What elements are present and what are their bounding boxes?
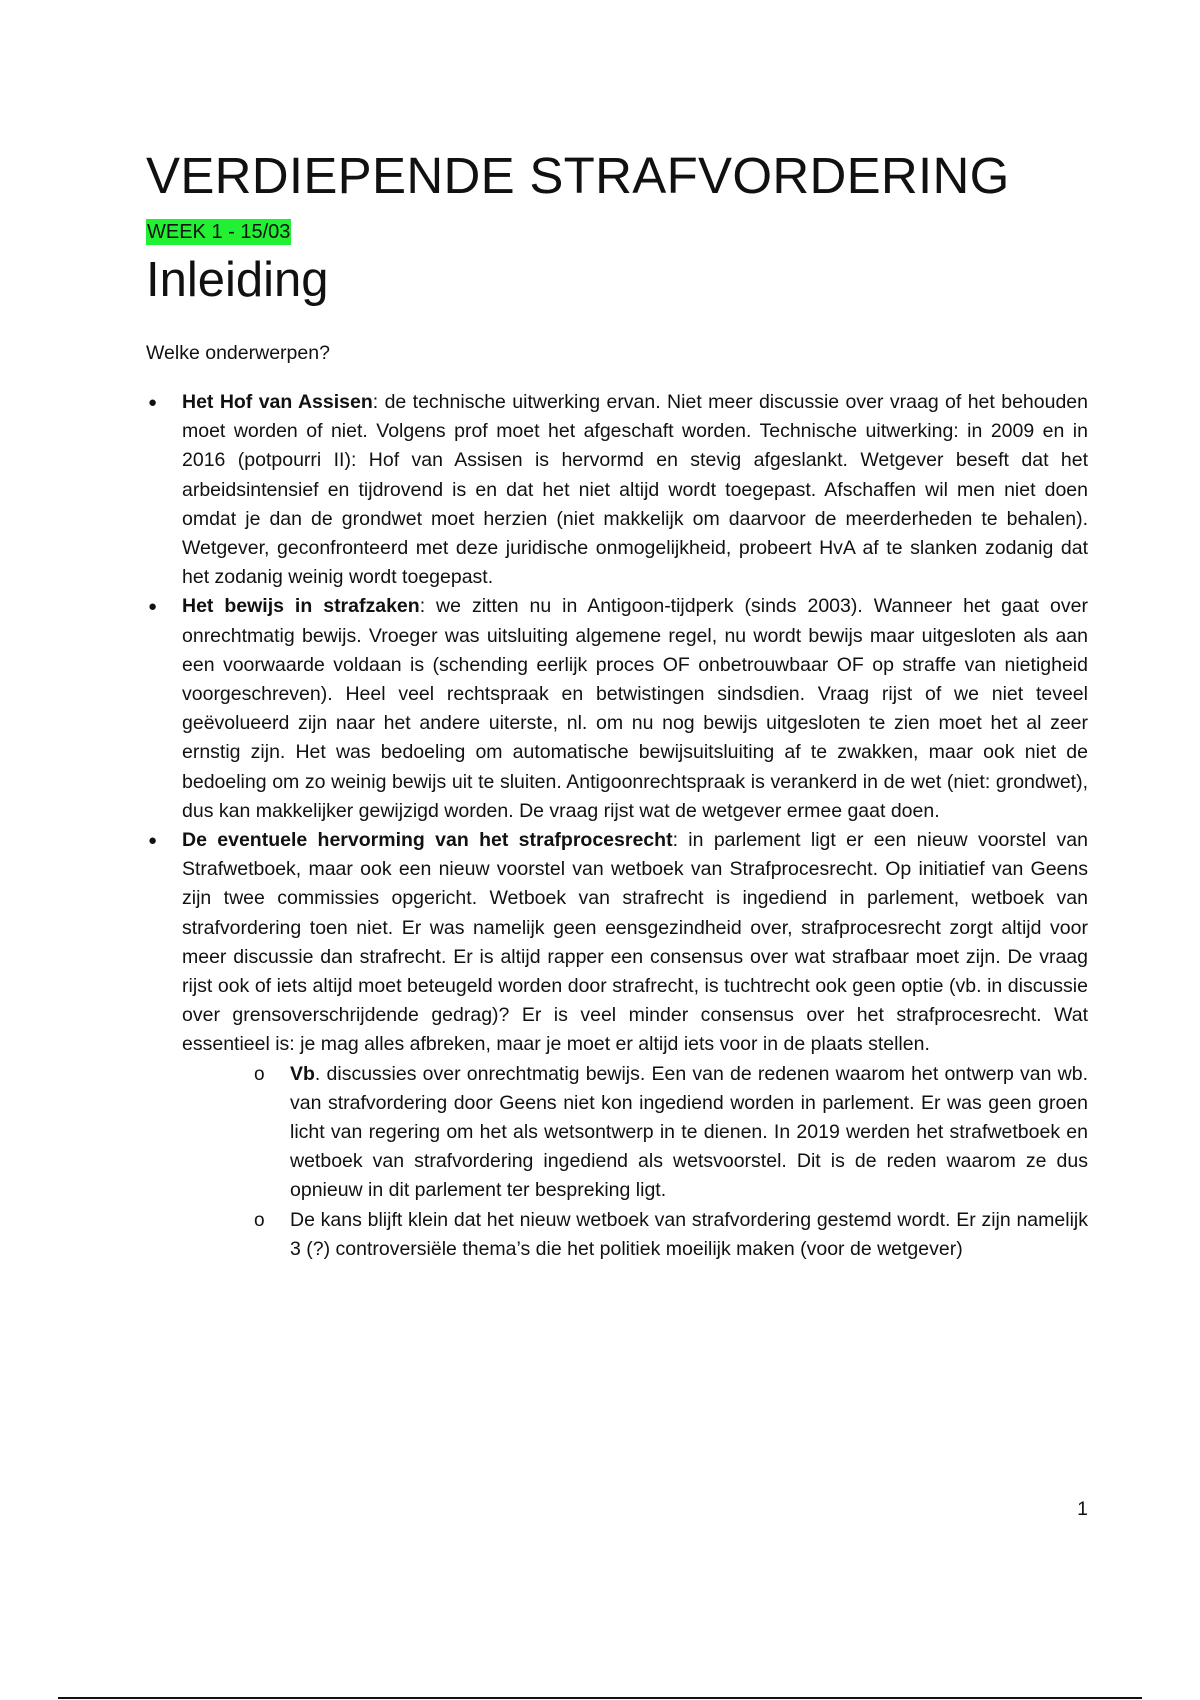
sub-bullet-term: Vb — [290, 1062, 315, 1085]
sub-bullet-list — [182, 1060, 1088, 1264]
sub-bullet-item — [254, 1060, 1088, 1206]
bullet-term: Het Hof van Assisen — [182, 391, 373, 413]
bullet-item-bewijs — [146, 592, 1088, 826]
content-body — [146, 388, 1088, 1264]
sub-bullet-text: De kans blijft klein dat het nieuw wetboek van strafvordering gestemd wordt. Er zijn namelijk 3 (?) controversiële thema’s die het politiek moeilijk maken (voor de wetgever) — [290, 1208, 1088, 1260]
bullet-text: : de technische uitwerking ervan. Niet meer discussie over vraag of het behouden moet worden of niet. Volgens prof moet het afgeschaft worden. Technische uitwerking: in 2009 en in 2016 (potpourri II): Hof van Assisen is hervormd en stevig afgeslankt. Wetgever beseft dat het arbeidsintensief en tijdrovend is en dat het niet altijd wordt toegepast. Afschaffen wil men niet doen omdat je dan de grondwet moet herzien (niet makkelijk om daarvoor de meerderheden te behalen). Wetgever, geconfronteerd met deze juridische onmogelijkheid, probeert HvA af te slanken zodanig dat het zodanig weinig wordt toegepast. — [182, 391, 1088, 589]
document-title: VERDIEPENDE STRAFVORDERING — [146, 147, 1010, 204]
bullet-item-hof-van-assisen — [146, 388, 1088, 592]
sub-bullet-text: . discussies over onrechtmatig bewijs. Een van de redenen waarom het ontwerp van wb. van strafvordering door Geens niet kon ingediend worden in parlement. Er was geen groen licht van regering om het als wetsontwerp in te dienen. In 2019 werden het strafwetboek en wetboek van strafvordering ingediend als wetsvoorstel. Dit is de reden waarom ze dus opnieuw in dit parlement ter bespreking ligt. — [290, 1062, 1088, 1202]
bullet-term: Het bewijs in strafzaken — [182, 595, 420, 618]
footer-divider — [58, 1697, 1142, 1699]
week-label: WEEK 1 - 15/03 — [147, 221, 291, 243]
page-number: 1 — [1077, 1498, 1088, 1520]
intro-text: Welke onderwerpen? — [146, 342, 330, 364]
bullet-item-hervorming — [146, 826, 1088, 1264]
section-heading: Inleiding — [146, 253, 329, 307]
bullet-text: : in parlement ligt er een nieuw voorstel van Strafwetboek, maar ook een nieuw voorstel van wetboek van Strafprocesrecht. Op initiatief van Geens zijn twee commissies opgericht. Wetboek van strafrecht is ingediend in parlement, wetboek van strafvordering toen niet. Er was namelijk geen eensgezindheid over, strafprocesrecht zorgt altijd voor meer discussie dan strafrecht. Er is altijd rapper een consensus over wat strafbaar moet zijn. De vraag rijst ook of iets altijd moet beteugeld worden door strafrecht, is tuchtrecht ook geen optie (vb. in discussie over grensoverschrijdende gedrag)? Er is veel minder consensus over het strafprocesrecht. Wat essentieel is: je mag alles afbreken, maar je moet er altijd iets voor in de plaats stellen. — [182, 829, 1088, 1056]
bullet-text: : we zitten nu in Antigoon-tijdperk (sinds 2003). Wanneer het gaat over onrechtmatig bewijs. Vroeger was uitsluiting algemene regel, nu wordt bewijs maar uitgesloten als aan een voorwaarde voldaan is (schending eerlijk proces OF onbetrouwbaar OF op straffe van nietigheid voorgeschreven). Heel veel rechtspraak en betwistingen sindsdien. Vraag rijst of we niet teveel geëvolueerd zijn naar het andere uiterste, nl. om nu nog bewijs uitgesloten te zien moet het al zeer ernstig zijn. Het was bedoeling om automatische bewijsuitsluiting af te zwakken, maar ook niet de bedoeling om zo weinig bewijs uit te sluiten. Antigoonrechtspraak is verankerd in de wet (niet: grondwet), dus kan makkelijker gewijzigd worden. De vraag rijst wat de wetgever ermee gaat doen. — [182, 595, 1088, 822]
bullet-list — [146, 388, 1088, 1264]
bullet-term: De eventuele hervorming van het strafprocesrecht — [182, 829, 673, 852]
sub-bullet-item — [254, 1206, 1088, 1264]
